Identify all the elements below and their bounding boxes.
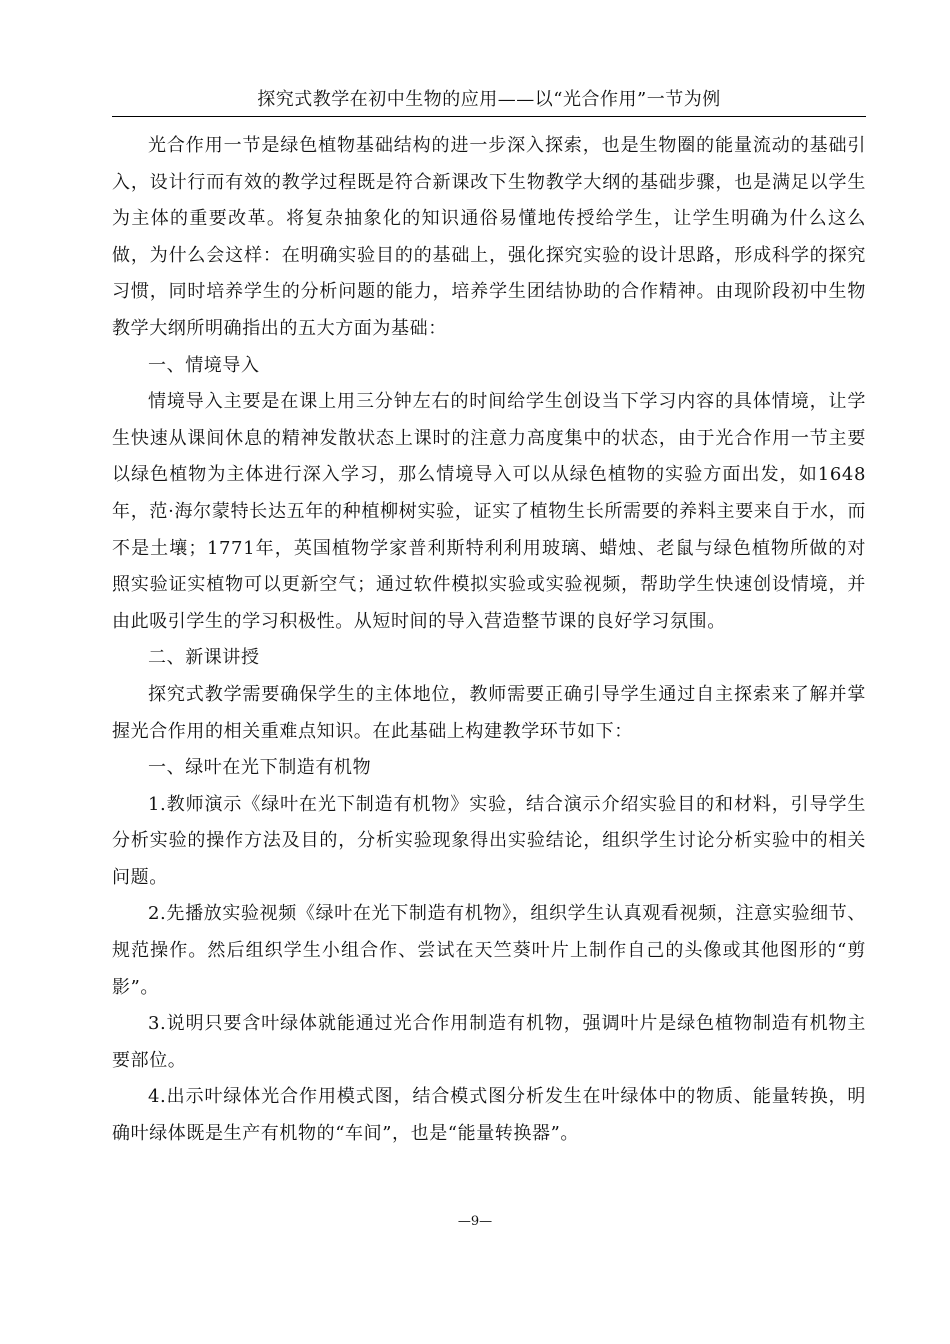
list-item-3: 3.说明只要含叶绿体就能通过光合作用制造有机物，强调叶片是绿色植物制造有机物主要部位。 (112, 1013, 866, 1071)
section-heading-new-lesson: 二、新课讲授 (148, 647, 260, 669)
list-item-2: 2.先播放实验视频《绿叶在光下制造有机物》，组织学生认真观看视频，注意实验细节、规范操作。然后组织学生小组合作、尝试在天竺葵叶片上制作自己的头像或其他图形的“剪影”。 (112, 903, 866, 998)
list-item-4: 4.出示叶绿体光合作用模式图，结合模式图分析发生在叶绿体中的物质、能量转换，明确叶绿体既是生产有机物的“车间”，也是“能量转换器”。 (112, 1086, 866, 1145)
situation-intro-paragraph: 情境导入主要是在课上用三分钟左右的时间给学生创设当下学习内容的具体情境，让学生快速从课间休息的精神发散状态上课时的注意力高度集中的状态，由于光合作用一节主要以绿色植物为主体进行深入学习，那么情境导入可以从绿色植物的实验方面出发，如1648年，范·海尔蒙特长达五年的种植柳树实验，证实了植物生长所需要的养料主要来自于水，而不是土壤；1771年，英国植物学家普利斯特利利用玻璃、蜡烛、老鼠与绿色植物所做的对照实验证实植物可以更新空气；通过软件模拟实验或实验视频，帮助学生快速创设情境，并由此吸引学生的学习积极性。从短时间的导入营造整节课的良好学习氛围。 (112, 391, 866, 632)
list-item-1: 1.教师演示《绿叶在光下制造有机物》实验，结合演示介绍实验目的和材料，引导学生分析实验的操作方法及目的，分析实验现象得出实验结论，组织学生讨论分析实验中的相关问题。 (112, 793, 866, 888)
new-lesson-paragraph: 探究式教学需要确保学生的主体地位，教师需要正确引导学生通过自主探索来了解并掌握光合作用的相关重难点知识。在此基础上构建教学环节如下： (112, 683, 866, 742)
subsection-heading-green-leaf: 一、绿叶在光下制造有机物 (148, 757, 372, 779)
running-header: 探究式教学在初中生物的应用——以“光合作用”一节为例 (112, 84, 866, 117)
page-number: —9— (457, 1214, 493, 1229)
intro-paragraph: 光合作用一节是绿色植物基础结构的进一步深入探索，也是生物圈的能量流动的基础引入，设计行而有效的教学过程既是符合新课改下生物教学大纲的基础步骤，也是满足以学生为主体的重要改革。将复杂抽象化的知识通俗易懂地传授给学生，让学生明确为什么这么做，为什么会这样：在明确实验目的的基础上，强化探究实验的设计思路，形成科学的探究习惯，同时培养学生的分析问题的能力，培养学生团结协助的合作精神。由现阶段初中生物教学大纲所明确指出的五大方面为基础： (112, 135, 866, 339)
section-heading-situation-intro: 一、情境导入 (148, 354, 260, 376)
body-text (112, 128, 866, 1153)
